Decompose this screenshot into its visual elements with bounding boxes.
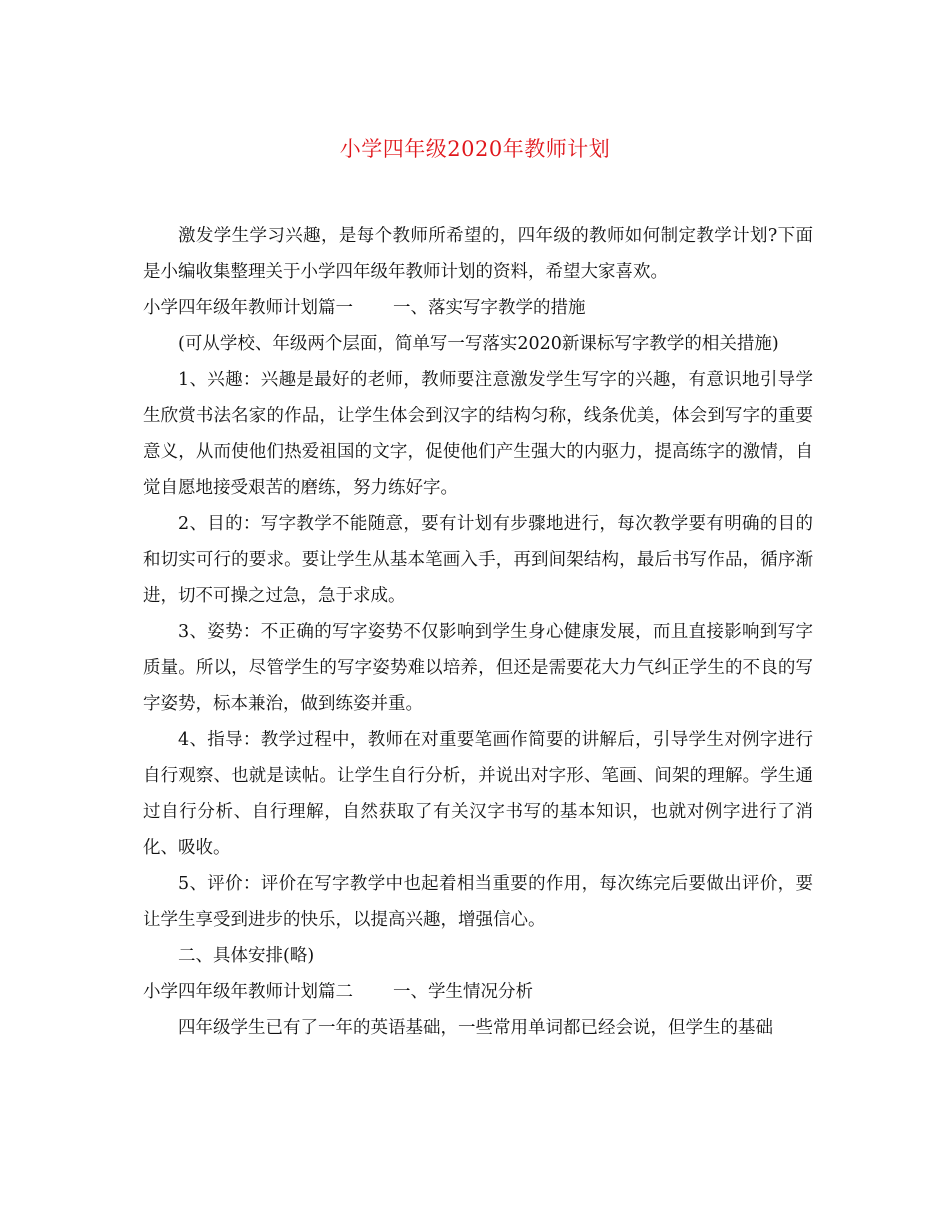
intro-paragraph: 激发学生学习兴趣，是每个教师所希望的，四年级的教师如何制定教学计划?下面是小编收集整理关于小学四年级年教师计划的资料，希望大家喜欢。	[143, 226, 813, 282]
student-analysis-paragraph: 四年级学生已有了一年的英语基础，一些常用单词都已经会说，但学生的基础	[178, 1018, 773, 1038]
point-evaluation: 5、评价：评价在写字教学中也起着相当重要的作用，每次练完后要做出评价，要让学生享受到进步的快乐，以提高兴趣，增强信心。	[143, 874, 813, 930]
section-heading-2	[143, 974, 813, 1010]
section-subtitle: 一、学生情况分析	[393, 982, 533, 1002]
point-purpose: 2、目的：写字教学不能随意，要有计划有步骤地进行，每次教学要有明确的目的和切实可行的要求。要让学生从基本笔画入手，再到间架结构，最后书写作品，循序渐进，切不可操之过急，急于求成。	[143, 514, 813, 606]
section-title: 小学四年级年教师计划篇一	[143, 298, 353, 318]
point-posture: 3、姿势：不正确的写字姿势不仅影响到学生身心健康发展，而且直接影响到写字质量。所以，尽管学生的写字姿势难以培养，但还是需要花大力气纠正学生的不良的写字姿势，标本兼治，做到练姿并重。	[143, 622, 813, 714]
page-title: 小学四年级2020年教师计划	[339, 137, 611, 161]
document-body	[143, 218, 813, 1046]
section-heading-1	[143, 290, 813, 326]
arrangement-line: 二、具体安排(略)	[178, 946, 315, 966]
point-interest: 1、兴趣：兴趣是最好的老师，教师要注意激发学生写字的兴趣，有意识地引导学生欣赏书法名家的作品，让学生体会到汉字的结构匀称，线条优美，体会到写字的重要意义，从而使他们热爱祖国的文字，促使他们产生强大的内驱力，提高练字的激情，自觉自愿地接受艰苦的磨练，努力练好字。	[143, 370, 813, 498]
section-title: 小学四年级年教师计划篇二	[143, 982, 353, 1002]
note-paragraph: (可从学校、年级两个层面，简单写一写落实2020新课标写字教学的相关措施)	[178, 334, 779, 354]
section-subtitle: 一、落实写字教学的措施	[393, 298, 586, 318]
point-guidance: 4、指导：教学过程中，教师在对重要笔画作简要的讲解后，引导学生对例字进行自行观察、也就是读帖。让学生自行分析，并说出对字形、笔画、间架的理解。学生通过自行分析、自行理解，自然获取了有关汉字书写的基本知识，也就对例字进行了消化、吸收。	[143, 730, 813, 858]
